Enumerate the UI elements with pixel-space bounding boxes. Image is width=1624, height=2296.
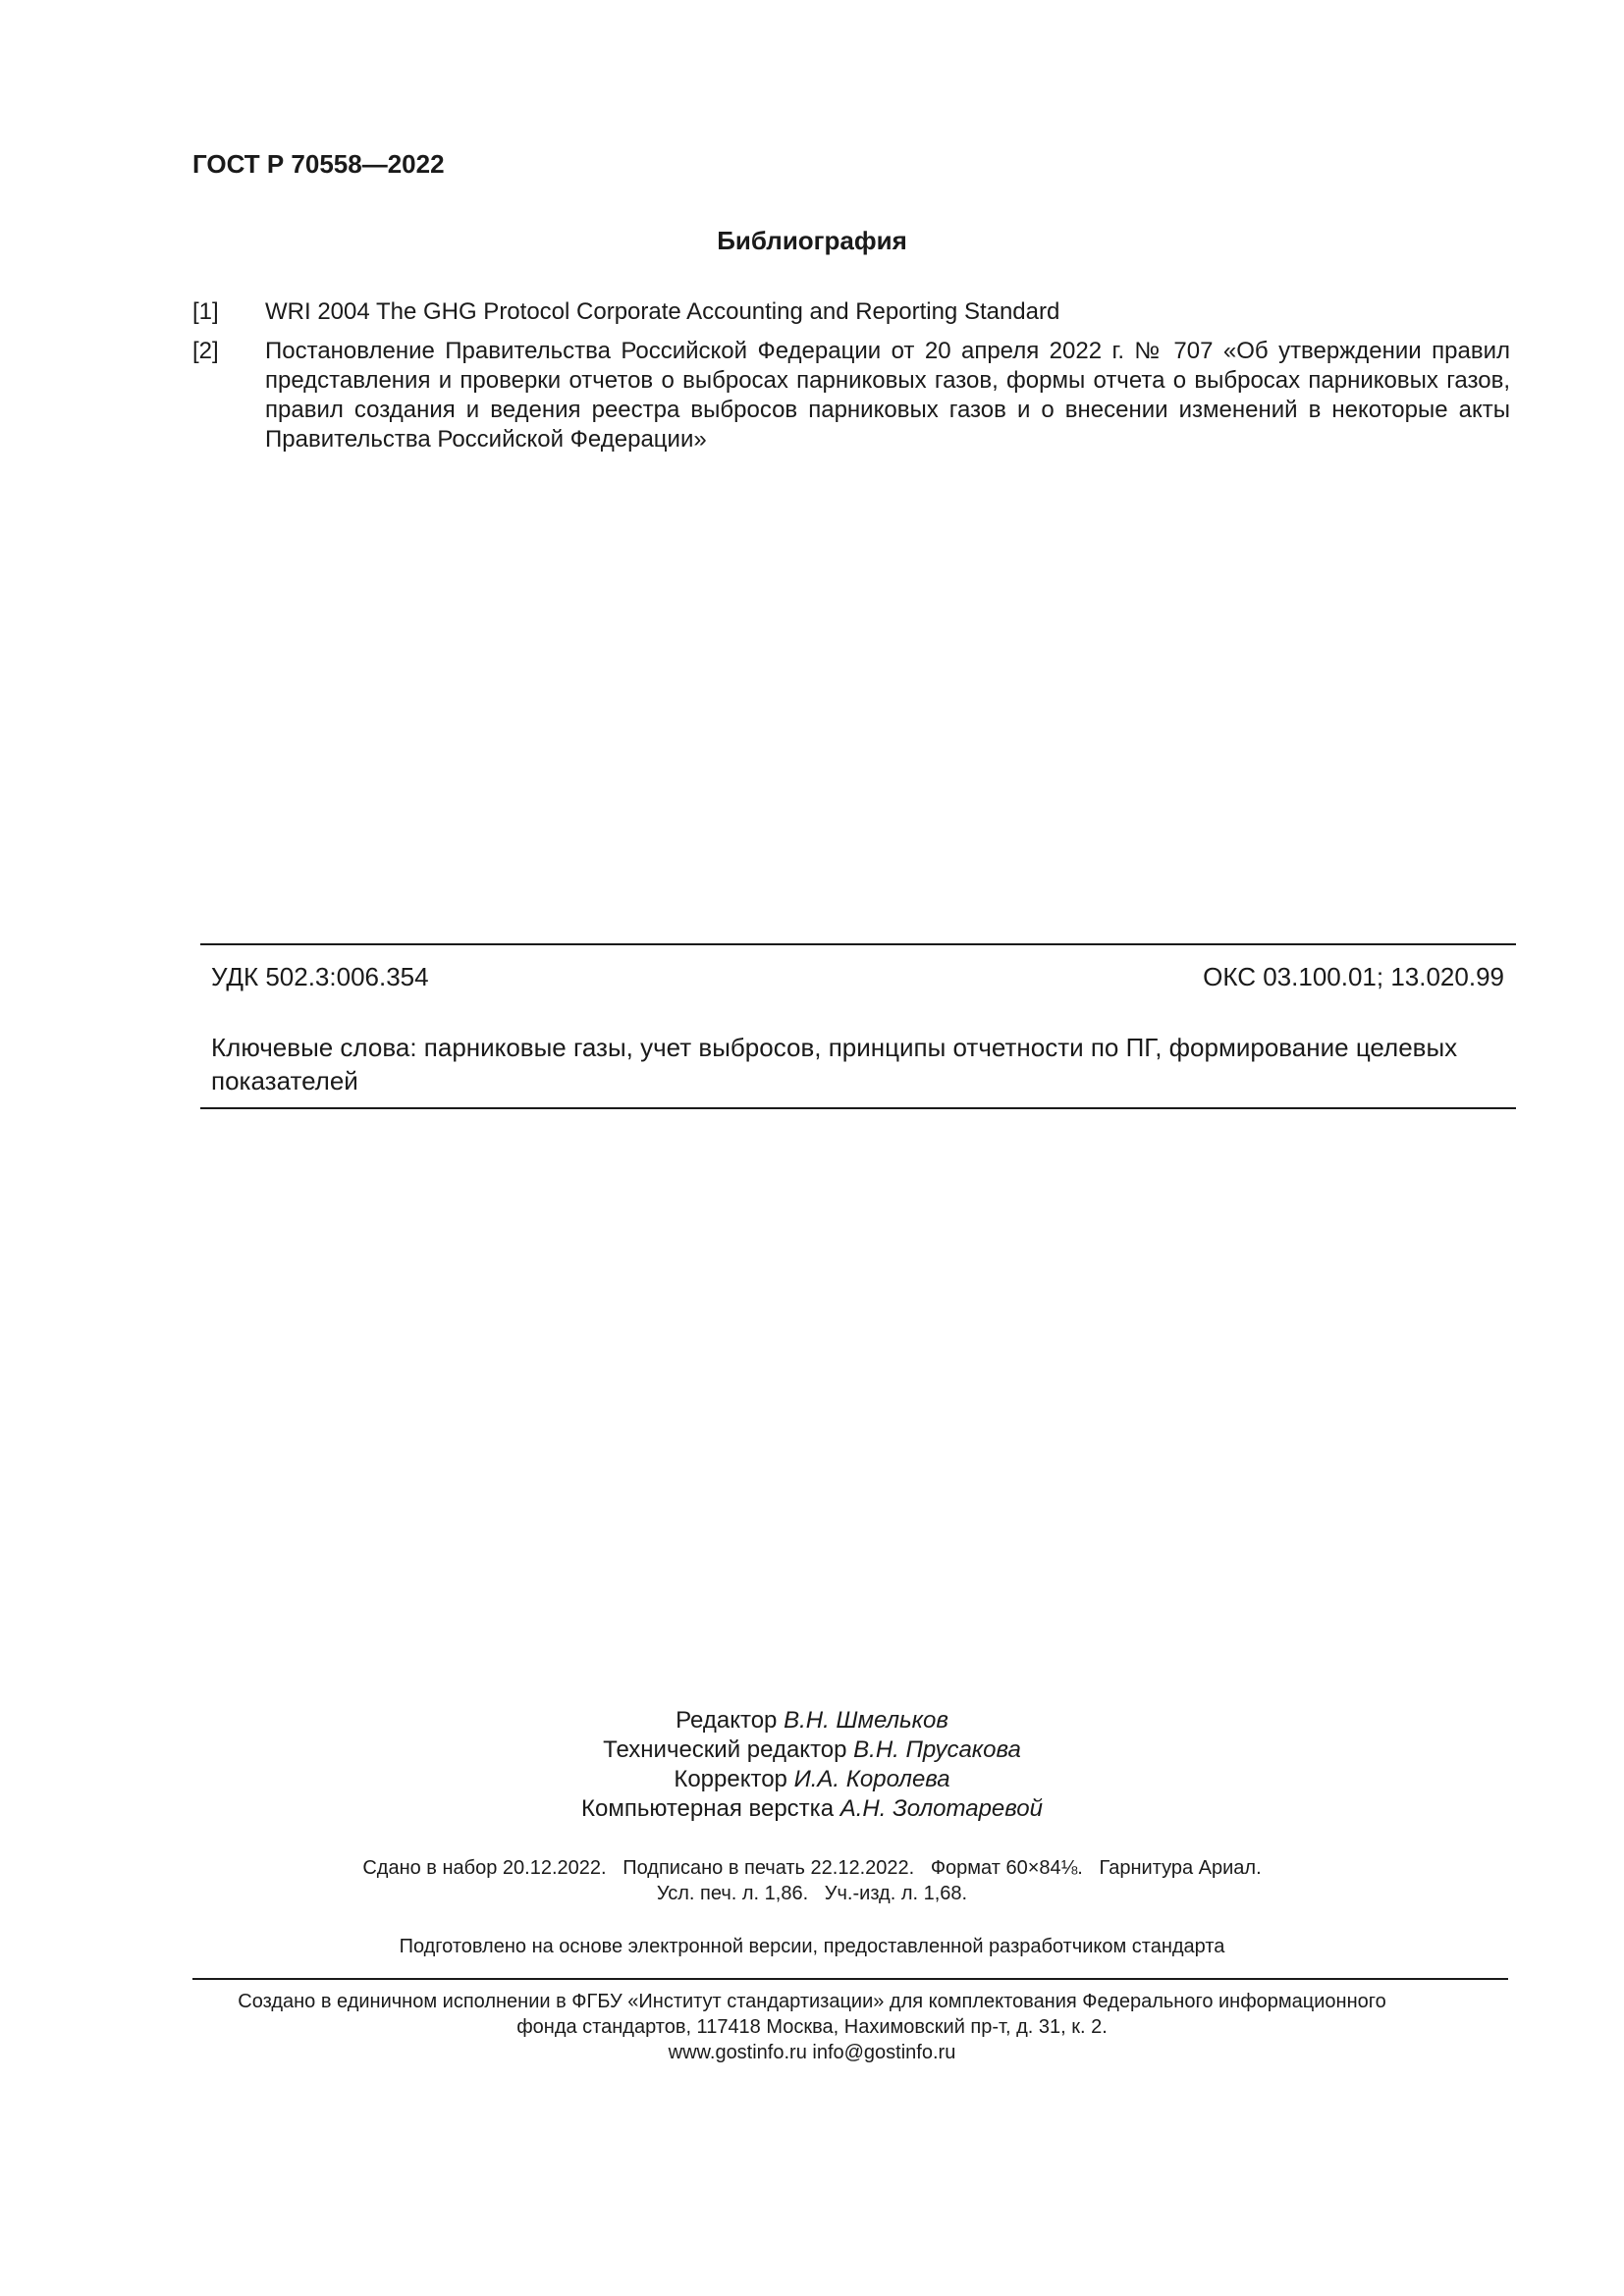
credits-block: [0, 1706, 1624, 1824]
footer-line: Создано в единичном исполнении в ФГБУ «Институт стандартизации» для комплектования Федерального информационного: [238, 1991, 1386, 2012]
credit-name: А.Н. Золотаревой: [839, 1795, 1043, 1822]
credit-role: Корректор: [674, 1766, 787, 1792]
footer-info: [0, 1989, 1624, 2065]
oks-code: ОКС 03.100.01; 13.020.99: [1203, 962, 1504, 991]
reference-number: [2]: [192, 338, 219, 364]
reference-item: [192, 337, 1510, 458]
credit-line: [0, 1706, 1624, 1735]
credit-name: В.Н. Шмельков: [784, 1707, 948, 1734]
prepared-note: Подготовлено на основе электронной версии, предоставленной разработчиком стандарта: [399, 1936, 1225, 1957]
reference-item: [192, 297, 1510, 329]
credit-line: [0, 1735, 1624, 1765]
credit-line: [0, 1794, 1624, 1824]
credit-name: В.Н. Прусакова: [853, 1736, 1021, 1763]
footer-contacts: www.gostinfo.ru info@gostinfo.ru: [668, 2042, 956, 2063]
bibliography-title: Библиография: [717, 226, 907, 255]
reference-text: WRI 2004 The GHG Protocol Corporate Accounting and Reporting Standard: [265, 298, 1060, 325]
footer-line: фонда стандартов, 117418 Москва, Нахимовский пр-т, д. 31, к. 2.: [516, 2016, 1108, 2038]
credit-name: И.А. Королева: [793, 1766, 950, 1792]
publication-line: Усл. печ. л. 1,86. Уч.-изд. л. 1,68.: [656, 1883, 968, 1904]
credit-line: [0, 1765, 1624, 1794]
reference-number: [1]: [192, 298, 219, 325]
publication-info: [0, 1855, 1624, 1906]
standard-code: ГОСТ Р 70558—2022: [192, 149, 445, 179]
udk-code: УДК 502.3:006.354: [211, 962, 429, 991]
publication-line: Сдано в набор 20.12.2022. Подписано в печать 22.12.2022. Формат 60×84⅛. Гарнитура Ариал.: [362, 1857, 1262, 1879]
reference-text: Постановление Правительства Российской Федерации от 20 апреля 2022 г. № 707 «Об утверждении правил представления и проверки отчетов о выбросах парниковых газов, формы отчета о выбросах парниковых газов, правил создания и ведения реестра выбросов парниковых газов и о внесении изменений в некоторые акты Правительства Российской Федерации»: [265, 338, 1510, 453]
credit-role: Технический редактор: [603, 1736, 847, 1763]
keywords: Ключевые слова: парниковые газы, учет выбросов, принципы отчетности по ПГ, формирование целевых показателей: [211, 1033, 1458, 1095]
credit-role: Редактор: [676, 1707, 778, 1734]
divider: [192, 1978, 1508, 1980]
credit-role: Компьютерная верстка: [581, 1795, 835, 1822]
divider: [200, 1107, 1516, 1109]
divider: [200, 943, 1516, 945]
